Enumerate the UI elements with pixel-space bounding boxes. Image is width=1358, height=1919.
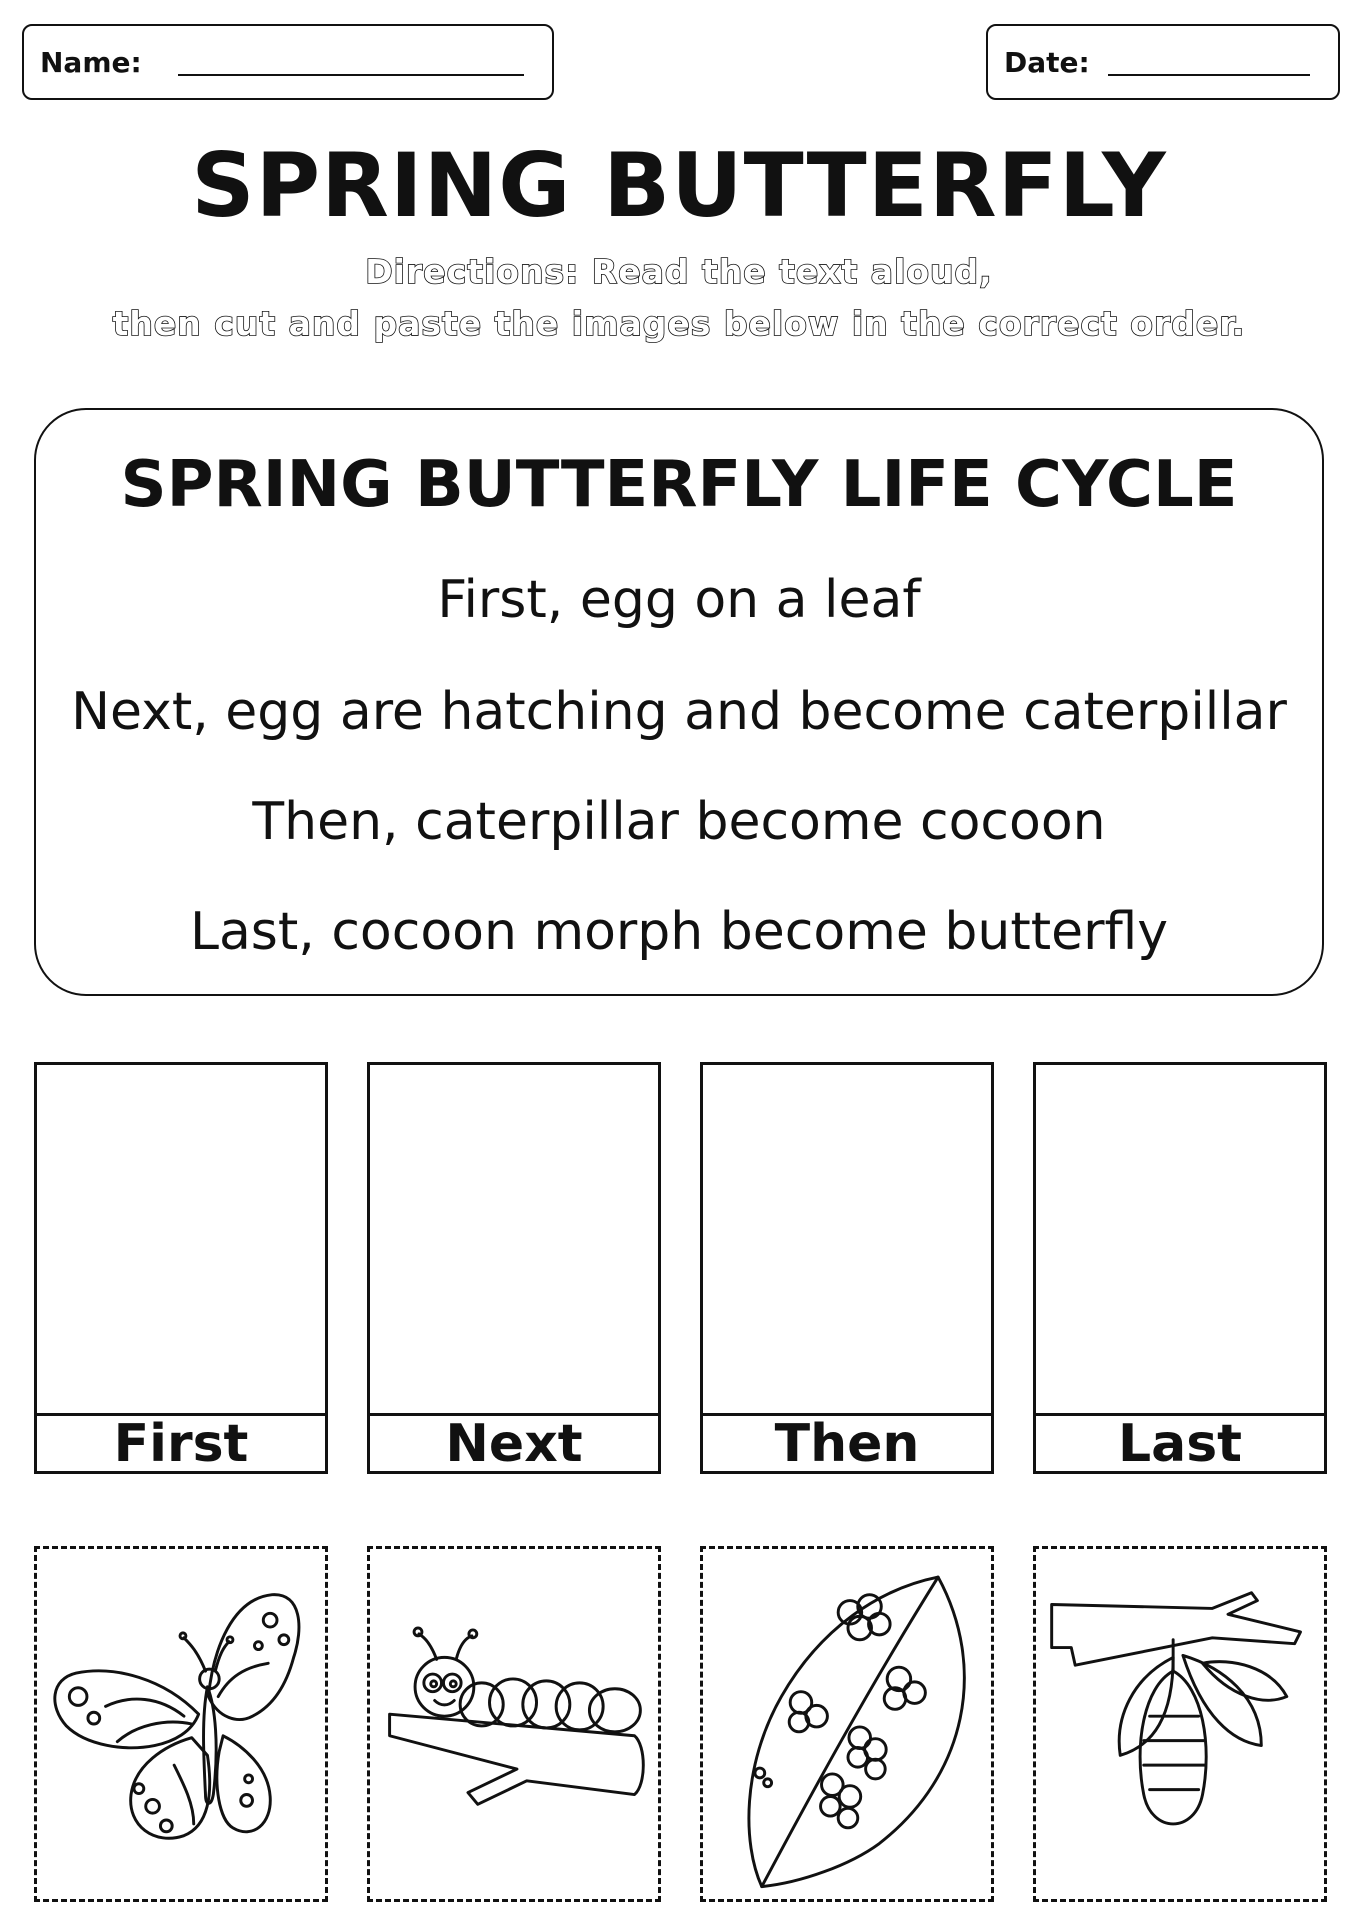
name-input-line[interactable]: [178, 48, 524, 76]
cut-card-eggs-on-leaf[interactable]: [700, 1546, 994, 1902]
story-line-last: Last, cocoon morph become butterfly: [189, 902, 1169, 962]
order-label-last: Last: [1036, 1413, 1324, 1471]
directions-line-2: then cut and paste the images below in the correct order.: [112, 304, 1246, 343]
name-label: Name:: [40, 45, 142, 79]
order-box-first[interactable]: [34, 1062, 328, 1474]
date-label: Date:: [1004, 45, 1090, 79]
eggs-on-leaf-icon: [703, 1549, 991, 1899]
order-label-next: Next: [370, 1413, 658, 1471]
directions-line-1: Directions: Read the text aloud,: [365, 252, 993, 291]
story-heading: SPRING BUTTERFLY LIFE CYCLE: [120, 448, 1238, 522]
date-input-line[interactable]: [1108, 48, 1310, 76]
order-box-last[interactable]: [1033, 1062, 1327, 1474]
story-line-first: First, egg on a leaf: [437, 570, 921, 630]
order-label-first: First: [37, 1413, 325, 1471]
cut-card-butterfly[interactable]: [34, 1546, 328, 1902]
cut-card-cocoon[interactable]: [1033, 1546, 1327, 1902]
page-title: SPRING BUTTERFLY: [191, 134, 1167, 237]
story-line-then: Then, caterpillar become cocoon: [252, 792, 1106, 852]
story-line-next: Next, egg are hatching and become caterpillar: [71, 682, 1287, 742]
butterfly-icon: [37, 1549, 325, 1899]
order-box-next[interactable]: [367, 1062, 661, 1474]
date-field[interactable]: [986, 24, 1340, 100]
caterpillar-icon: [370, 1549, 658, 1899]
cut-card-caterpillar[interactable]: [367, 1546, 661, 1902]
order-box-then[interactable]: [700, 1062, 994, 1474]
cocoon-icon: [1036, 1549, 1324, 1899]
story-box: [34, 408, 1324, 996]
name-field[interactable]: [22, 24, 554, 100]
order-label-then: Then: [703, 1413, 991, 1471]
